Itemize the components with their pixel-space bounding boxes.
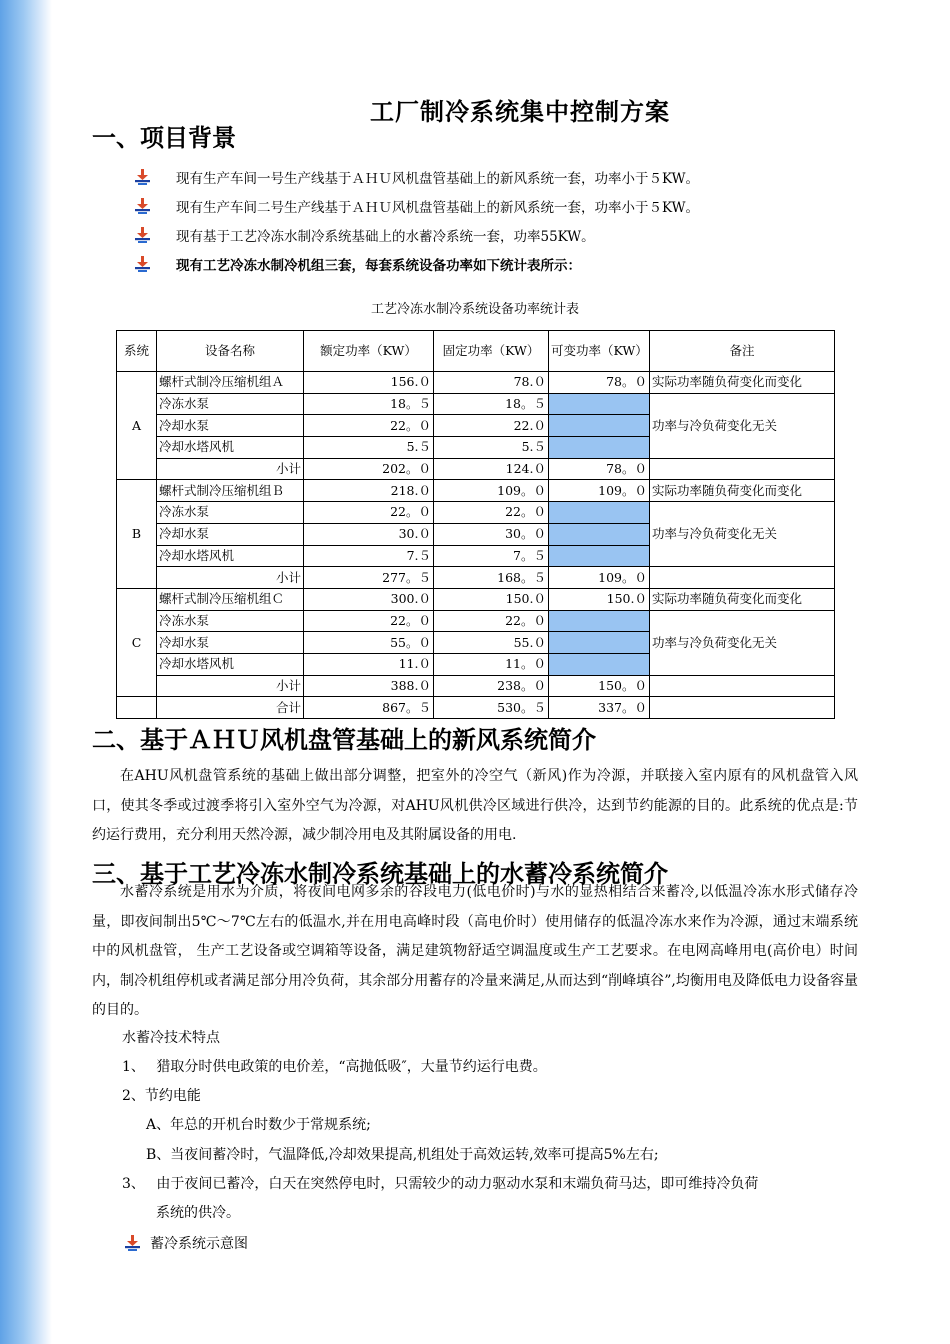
bullet-item	[132, 195, 699, 217]
fixed-power: 78.０	[434, 372, 549, 394]
variable-power-empty	[549, 502, 650, 524]
section1-heading: 一、项目背景	[92, 123, 236, 152]
device-name: 螺杆式制冷压缩机组Ｃ	[157, 588, 304, 610]
note-cell: 实际功率随负荷变化而变化	[650, 372, 835, 394]
system-label: C	[117, 588, 157, 696]
header-note: 备注	[650, 331, 835, 372]
header-variable: 可变功率（KW）	[549, 331, 650, 372]
table-row	[117, 393, 835, 415]
rated-power: 5.５	[304, 437, 434, 459]
variable-power-empty	[549, 632, 650, 654]
device-name: 冷却水塔风机	[157, 437, 304, 459]
variable-power-empty	[549, 393, 650, 415]
note-empty	[650, 458, 835, 480]
device-name: 螺杆式制冷压缩机组Ｂ	[157, 480, 304, 502]
device-name: 螺杆式制冷压缩机组Ａ	[157, 372, 304, 394]
subtotal-row	[117, 675, 835, 697]
total-system-empty	[117, 697, 157, 719]
fixed-power: 109。０	[434, 480, 549, 502]
bullet-item	[132, 253, 581, 275]
power-table	[116, 330, 835, 719]
document-title: 工厂制冷系统集中控制方案	[370, 97, 670, 126]
subtotal-row	[117, 567, 835, 589]
bullet-text: 现有基于工艺冷冻水制冷系统基础上的水蓄冷系统一套，功率55KW。	[176, 229, 595, 245]
note-cell: 实际功率随负荷变化而变化	[650, 480, 835, 502]
feature-item-2: 2、节约电能	[122, 1088, 201, 1104]
fixed-power: 55.０	[434, 632, 549, 654]
table-row	[117, 502, 835, 524]
variable-power: 78。０	[549, 372, 650, 394]
feature-item-3-cont: 系统的供冷。	[156, 1205, 240, 1221]
bullet-text: 现有工艺冷冻水制冷机组三套，每套系统设备功率如下统计表所示：	[176, 258, 581, 274]
variable-power-empty	[549, 653, 650, 675]
fixed-power: 11。０	[434, 653, 549, 675]
variable-power: 109。０	[549, 480, 650, 502]
note-empty	[650, 675, 835, 697]
variable-power-empty	[549, 415, 650, 437]
system-label: A	[117, 372, 157, 480]
table-row	[117, 372, 835, 394]
table-row	[117, 588, 835, 610]
subtotal-rated: 202。０	[304, 458, 434, 480]
system-label: B	[117, 480, 157, 588]
fixed-power: 22.０	[434, 415, 549, 437]
subtotal-rated: 277。５	[304, 567, 434, 589]
variable-power-empty	[549, 523, 650, 545]
bullet-icon	[132, 167, 152, 187]
bullet-text: 现有生产车间二号生产线基于ＡＨＵ风机盘管基础上的新风系统一套，功率小于５KW。	[176, 200, 699, 216]
section3-heading: 三、基于工艺冷冻水制冷系统基础上的水蓄冷系统简介	[92, 859, 668, 888]
subtotal-fixed: 124.０	[434, 458, 549, 480]
fixed-power: 5.５	[434, 437, 549, 459]
note-cell: 功率与冷负荷变化无关	[650, 502, 835, 567]
bullet-icon	[132, 225, 152, 245]
note-cell: 功率与冷负荷变化无关	[650, 610, 835, 675]
fixed-power: 22。０	[434, 502, 549, 524]
table-row	[117, 610, 835, 632]
subtotal-variable: 109。０	[549, 567, 650, 589]
fixed-power: 22。０	[434, 610, 549, 632]
rated-power: 156.０	[304, 372, 434, 394]
header-rated: 额定功率（KW）	[304, 331, 434, 372]
rated-power: 18。５	[304, 393, 434, 415]
device-name: 冷冻水泵	[157, 610, 304, 632]
fixed-power: 30。０	[434, 523, 549, 545]
bullet-item	[132, 166, 699, 188]
rated-power: 55。０	[304, 632, 434, 654]
diagram-bullet	[122, 1232, 248, 1254]
device-name: 冷却水泵	[157, 415, 304, 437]
feature-item-3: 3、 由于夜间已蓄冷，白天在突然停电时，只需较少的动力驱动水泵和末端负荷马达，即可维持冷负荷	[122, 1176, 759, 1192]
section3-paragraph: 水蓄冷系统是用水为介质，将夜间电网多余的谷段电力(低电价时)与水的显热相结合来蓄冷,以低温冷冻水形式储存冷量，即夜间制出5℃～7℃左右的低温水,并在用电高峰时段（高电价时）使用储存的低温冷冻水来作为冷源，通过末端系统中的风机盘管， 生产工艺设备或空调箱等设备，满足建筑物舒适空调温度或生产工艺要求。在电网高峰用电(高价电）时间内，制冷机组停机或者满足部分用冷负荷，其余部分用蓄存的冷量来满足,从而达到“削峰填谷”,均衡用电及降低电力设备容量的目的。	[92, 884, 858, 1018]
rated-power: 22。０	[304, 502, 434, 524]
section2-paragraph: 在AHU风机盘管系统的基础上做出部分调整，把室外的冷空气（新风)作为冷源，并联接入室内原有的风机盘管入风口，使其冬季或过渡季将引入室外空气为冷源，对AHU风机供冷区域进行供冷，达到节约能源的目的。此系统的优点是:节约运行费用，充分利用天然冷源，减少制冷用电及其附属设备的用电.	[92, 768, 858, 843]
fixed-power: 7。５	[434, 545, 549, 567]
note-cell: 实际功率随负荷变化而变化	[650, 588, 835, 610]
fixed-power: 18。５	[434, 393, 549, 415]
device-name: 冷却水泵	[157, 523, 304, 545]
total-row	[117, 697, 835, 719]
subtotal-fixed: 238。０	[434, 675, 549, 697]
feature-item-1: 1、 猎取分时供电政策的电价差，“高抛低吸″，大量节约运行电费。	[122, 1059, 547, 1075]
diagram-label: 蓄冷系统示意图	[150, 1236, 248, 1252]
bullet-icon	[132, 254, 152, 274]
fixed-power: 150.０	[434, 588, 549, 610]
header-device: 设备名称	[157, 331, 304, 372]
bullet-item	[132, 224, 595, 246]
feature-item-2a: A、年总的开机台时数少于常规系统;	[146, 1117, 371, 1133]
total-label: 合计	[157, 697, 304, 719]
note-cell: 功率与冷负荷变化无关	[650, 393, 835, 458]
table-header-row	[117, 331, 835, 372]
bullet-icon	[122, 1233, 142, 1253]
note-empty	[650, 697, 835, 719]
variable-power-empty	[549, 545, 650, 567]
total-rated: 867。５	[304, 697, 434, 719]
variable-power: 150.０	[549, 588, 650, 610]
header-fixed: 固定功率（KW）	[434, 331, 549, 372]
rated-power: 30.０	[304, 523, 434, 545]
device-name: 冷却水塔风机	[157, 653, 304, 675]
bullet-icon	[132, 196, 152, 216]
subtotal-fixed: 168。５	[434, 567, 549, 589]
decorative-side-band	[0, 0, 52, 1344]
device-name: 冷冻水泵	[157, 502, 304, 524]
subtotal-variable: 150。０	[549, 675, 650, 697]
feature-item-2b: B、当夜间蓄冷时，气温降低,冷却效果提高,机组处于高效运转,效率可提高5%左右;	[146, 1147, 659, 1163]
note-empty	[650, 567, 835, 589]
rated-power: 11.０	[304, 653, 434, 675]
variable-power-empty	[549, 437, 650, 459]
rated-power: 300.０	[304, 588, 434, 610]
rated-power: 22。０	[304, 610, 434, 632]
bullet-text: 现有生产车间一号生产线基于ＡＨＵ风机盘管基础上的新风系统一套，功率小于５KW。	[176, 171, 699, 187]
device-name: 冷却水泵	[157, 632, 304, 654]
subtotal-rated: 388.０	[304, 675, 434, 697]
subtotal-label: 小计	[157, 567, 304, 589]
header-system: 系统	[117, 331, 157, 372]
subtotal-variable: 78。０	[549, 458, 650, 480]
rated-power: 218.０	[304, 480, 434, 502]
section2-heading: 二、基于ＡＨＵ风机盘管基础上的新风系统简介	[92, 725, 596, 754]
variable-power-empty	[549, 610, 650, 632]
features-title: 水蓄冷技术特点	[122, 1030, 220, 1046]
subtotal-label: 小计	[157, 675, 304, 697]
rated-power: 7.５	[304, 545, 434, 567]
total-variable: 337。０	[549, 697, 650, 719]
device-name: 冷冻水泵	[157, 393, 304, 415]
device-name: 冷却水塔风机	[157, 545, 304, 567]
subtotal-label: 小计	[157, 458, 304, 480]
subtotal-row	[117, 458, 835, 480]
rated-power: 22。０	[304, 415, 434, 437]
total-fixed: 530。５	[434, 697, 549, 719]
table-row	[117, 480, 835, 502]
table-caption: 工艺冷冻水制冷系统设备功率统计表	[370, 302, 579, 317]
